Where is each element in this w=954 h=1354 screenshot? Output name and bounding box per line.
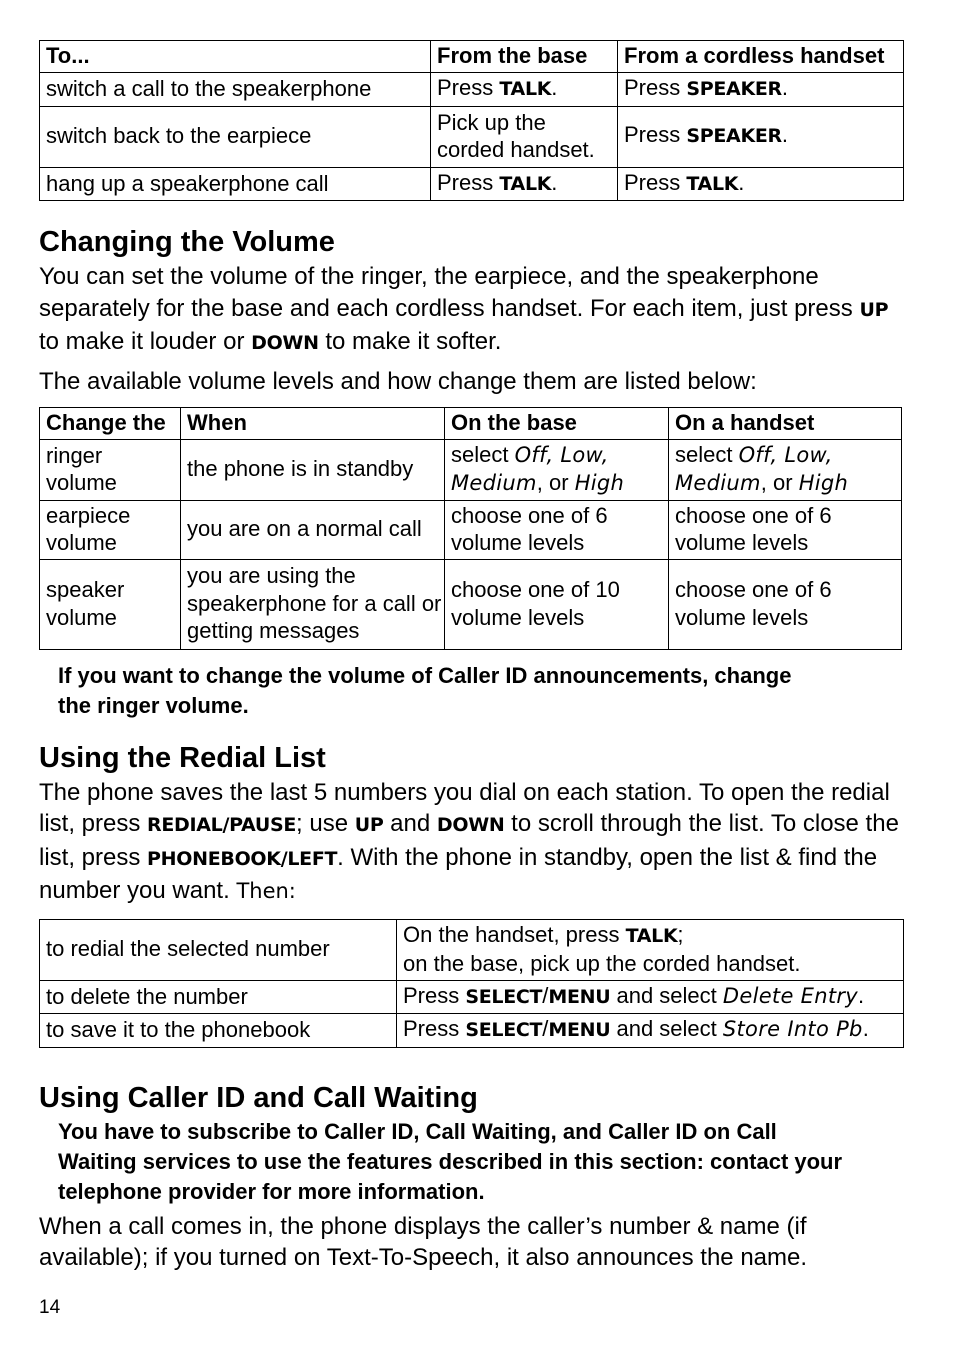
cell-text: and select (610, 982, 723, 1008)
cell-text: . (738, 169, 745, 195)
table-cell: to redial the selected number (40, 919, 397, 980)
table-row (40, 167, 904, 201)
cell-text: On the handset, press (403, 921, 626, 947)
table-cell: Pick up the corded handset. (431, 106, 618, 167)
key-label: TALK (499, 78, 552, 100)
cell-text: . (781, 75, 789, 100)
speakerphone-table (39, 40, 904, 201)
section-heading-volume: Changing the Volume (39, 226, 335, 258)
table-row (40, 439, 902, 500)
column-header: When (181, 408, 445, 440)
table-row (40, 980, 904, 1014)
option-text: High (798, 471, 849, 495)
table-cell: you are on a normal call (181, 500, 445, 559)
volume-note: If you want to change the volume of Caller ID announcements, change the ringer volume. (58, 662, 792, 718)
table-cell (397, 980, 904, 1014)
column-header: On the base (445, 408, 669, 440)
table-cell: choose one of 10 volume levels (445, 559, 669, 649)
table-cell (669, 439, 902, 500)
table-row (40, 559, 902, 649)
option-text: High (574, 471, 625, 495)
key-label: UP (859, 298, 889, 321)
section-heading-redial: Using the Redial List (39, 741, 326, 774)
key-label: REDIAL/PAUSE (147, 814, 297, 836)
table-cell: choose one of 6 volume levels (669, 559, 902, 649)
cell-text: Press (624, 122, 687, 148)
body-text: ; use (296, 810, 355, 837)
table-cell: to save it to the phonebook (40, 1014, 397, 1048)
document-page (39, 40, 903, 1274)
cell-text: Press (437, 75, 500, 100)
key-label: SELECT (465, 1019, 543, 1041)
option-text: Medium (451, 471, 537, 495)
cell-text: . (862, 1016, 869, 1041)
table-header-row (40, 408, 902, 440)
body-text: to make it softer. (318, 328, 502, 355)
option-text: Off, Low, (738, 442, 833, 467)
key-label: TALK (625, 924, 678, 947)
table-row (40, 106, 904, 167)
key-label: PHONEBOOK/LEFT (147, 847, 338, 870)
option-text: Off, Low, (514, 442, 609, 467)
body-text: to scroll through the list. To close the list, press (39, 810, 899, 871)
column-header: From a cordless handset (618, 41, 904, 73)
table-cell: hang up a speakerphone call (40, 167, 431, 201)
body-text: and (383, 810, 437, 837)
table-cell (618, 106, 904, 167)
key-label: MENU (548, 1019, 611, 1041)
volume-paragraph (39, 261, 903, 360)
key-label: SPEAKER (686, 125, 782, 148)
column-header: To... (40, 41, 431, 73)
body-text: The phone saves the last 5 numbers you dial on each station. To open the redial list, press (39, 778, 890, 837)
table-cell: to delete the number (40, 980, 397, 1014)
cell-text: / (542, 982, 549, 1008)
table-row (40, 1014, 904, 1048)
table-cell (618, 167, 904, 201)
body-text: You can set the volume of the ringer, the earpiece, and the speakerphone separately for the base and each cordless handset. For each item, just press (39, 263, 860, 322)
column-header: On a handset (669, 408, 902, 440)
column-header: Change the (40, 408, 181, 440)
callerid-paragraph: When a call comes in, the phone displays the caller’s number & name (if available); if you turned on Text-To-Speech, it also announces the name. (39, 1212, 808, 1271)
key-label: SPEAKER (686, 78, 782, 100)
redial-paragraph (39, 777, 903, 908)
column-header: From the base (431, 41, 618, 73)
table-cell: the phone is in standby (181, 439, 445, 500)
body-text: Then: (236, 879, 296, 903)
cell-text: select (675, 441, 739, 467)
body-text: . With the phone in standby, open the list & find the number you want. (39, 843, 878, 904)
cell-text: Press (403, 982, 466, 1008)
key-label: MENU (548, 985, 611, 1008)
option-text: Delete Entry (722, 983, 859, 1008)
body-text: to make it louder or (39, 328, 252, 355)
volume-levels-intro: The available volume levels and how change them are listed below: (39, 367, 757, 395)
table-cell (397, 919, 904, 980)
cell-text: Press (403, 1016, 466, 1041)
key-label: DOWN (436, 814, 505, 836)
cell-text: . (858, 982, 865, 1008)
cell-text: . (551, 75, 558, 100)
table-cell (431, 167, 618, 201)
cell-text: ; (677, 921, 684, 947)
key-label: DOWN (251, 332, 319, 354)
table-cell (431, 73, 618, 107)
redial-table (39, 919, 904, 1048)
cell-text: , or (760, 470, 799, 495)
key-label: TALK (686, 172, 739, 195)
table-cell: you are using the speakerphone for a call or getting messages (181, 559, 445, 649)
cell-text: / (542, 1016, 549, 1041)
cell-text: Press (624, 169, 687, 195)
cell-text: Press (624, 75, 687, 100)
table-cell: speaker volume (40, 559, 181, 649)
table-cell: choose one of 6 volume levels (669, 500, 902, 559)
cell-text: select (451, 441, 515, 467)
table-header-row (40, 41, 904, 73)
table-cell: choose one of 6 volume levels (445, 500, 669, 559)
page-number: 14 (39, 1297, 61, 1318)
volume-table (39, 407, 902, 650)
key-label: TALK (499, 172, 552, 195)
cell-text: . (781, 122, 789, 148)
cell-text: . (551, 169, 558, 195)
option-text: Store Into Pb (722, 1017, 863, 1041)
table-cell (397, 1014, 904, 1048)
table-row (40, 73, 904, 107)
callerid-note: You have to subscribe to Caller ID, Call Waiting, and Caller ID on Call Waiting services to use the features described in this section: contact your telephone provider for more information. (58, 1118, 843, 1204)
cell-text: , or (536, 470, 575, 495)
table-cell (445, 439, 669, 500)
cell-text: Press (437, 169, 500, 195)
key-label: UP (354, 814, 384, 836)
cell-text: and select (610, 1016, 723, 1041)
cell-text: on the base, pick up the corded handset. (403, 951, 801, 976)
table-row (40, 500, 902, 559)
table-row (40, 919, 904, 980)
table-cell: ringer volume (40, 439, 181, 500)
table-cell: switch a call to the speakerphone (40, 73, 431, 107)
table-cell: switch back to the earpiece (40, 106, 431, 167)
section-heading-callerid: Using Caller ID and Call Waiting (39, 1081, 478, 1114)
table-cell: earpiece volume (40, 500, 181, 559)
table-cell (618, 73, 904, 107)
option-text: Medium (675, 471, 761, 495)
key-label: SELECT (465, 985, 543, 1008)
